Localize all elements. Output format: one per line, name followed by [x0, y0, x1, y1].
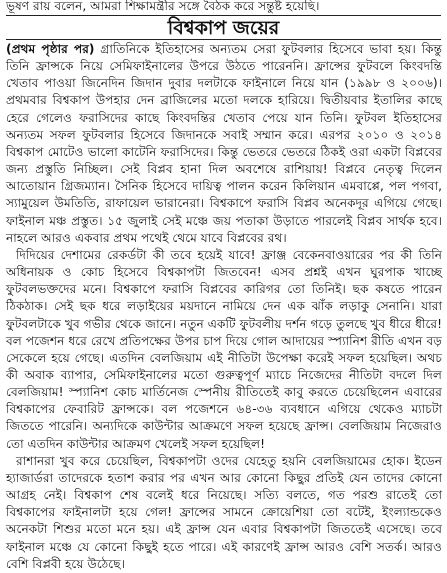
headline-bottom-rule — [6, 39, 441, 40]
paragraph-text: রাশানরা খুব করে চেয়েছিল, বিশ্বকাপটা ওদের যেহেতু হয়নি বেলজিয়ামের হোক। ইডেন হ্যাজার্ডরা তাদেরকে হতাশ করার পর এখন আর কোনো কিছুর প্রতিই যেন তাদের কোনো আগ্রহ নেই। বিশ্বকাপ শেষ বলেই ধরে নিয়েছে। সত্যি বলতে, গত পরশু রাতেই তো বিশ্বকাপের ফাইনালটা হয়ে গেল! ফ্রান্সের সামনে ক্রোয়েশিয়া তো বটেই, ইংল্যান্ডকেও অনেকটা শিশুর মতো মনে হয়। এই ফ্রান্স যেন এবার বিশ্বকাপটা জিততেই এসেছে। তবে ফাইনাল মঞ্চে যে কোনো কিছুই হতে পারে। এই কারণেই ফ্রান্স আরও বেশি সতর্ক। আরও বেশি বিপ্লবী হয়ে উঠেছে। — [6, 453, 442, 571]
article-headline: বিশ্বকাপ জয়ের — [167, 17, 280, 39]
continued-label: (প্রথম পৃষ্ঠার পর) — [6, 42, 95, 56]
paragraph-text: দিদিয়ের দেশামের রেকর্ডটা কী তবে হয়েই যাবে! ফ্রাঞ্জ বেকেনবাওয়ারের পর কী তিনি অধিনায়ক ও কোচ হিসেবে বিশ্বকাপটা জিতবেন! এসব প্রশ্নই এখন ঘুরপাক খাচ্ছে ফুটবলভক্তদের মনে। বিশ্বকাপে ফরাসি বিপ্লবের কারিগর তো তিনিই। ছক কষতে পারেন ঠিকঠাক। সেই ছক ধরে লড়াইয়ের ময়দানে নামিয়ে দেন এক ঝাঁক লড়াকু সেনানি। যারা ফুটবলটাকে খুব গভীর থেকে জানে। নতুন একটি ফুটবলীয় দর্শন গড়ে তুলছে খুব ধীরে ধীরে! বল পজেশন ধরে রেখে প্রতিপক্ষের উপর চাপ দিয়ে গোল আদায়ের স্প্যানিশ রীতি এখন বড় সেকেলে হয়ে গেছে। এতদিন বেলজিয়াম এই নীতিটা উপেক্ষা করেই সফল হয়েছিল। অথচ কী অবাক ব্যাপার, সেমিফাইনালের মতো গুরুত্বপূর্ণ ম্যাচে নিজেদের নীতিটা বদলে দিল বেলজিয়াম! স্প্যানিশ কোচ মার্তিনেজ স্পেনীয় রীতিতেই কাবু করতে চেয়েছিলেন এবারের বিশ্বকাপের ফেবারিট ফ্রান্সকে। বল পজেশনে ৬৪-৩৬ ব্যবধানে এগিয়ে থেকেও ম্যাচটা জিততে পারেনি। অন্যদিকে কাউন্টার আক্রমণে সফল হয়েছে ফ্রান্স। বেলজিয়াম নিজেরাও তো এতদিন কাউন্টার আক্রমণ খেলেই সফল হয়েছিল! — [6, 247, 442, 451]
article-body — [6, 41, 442, 573]
previous-article-fragment: ভূষণ রায় বলেন, আমরা শিক্ষামন্ত্রীর সঙ্গে বৈঠক করে সন্তুষ্ট হয়েছি। — [6, 0, 320, 13]
article-paragraph — [6, 453, 442, 573]
paragraph-text: গ্রাতিনিকে ইতিহাসের অন্যতম সেরা ফুটবলার হিসেবে ভাবা হয়। কিন্তু তিনি ফ্রান্সকে নিয়ে সেমিফাইনালের উপরে উঠতে পারেননি। ফ্রান্সের ফুটবলে কিংবদন্তি খেতাব পাওয়া জিনেদিন জিদান দুবার দলটাকে ফাইনালে নিয়ে যান (১৯৯৮ ও ২০০৬)। প্রথমবার বিশ্বকাপ উপহার দেন ব্রাজিলের মতো দলকে হারিয়ে। দ্বিতীয়বার ইতালির কাছে হেরে গেলেও ফরাসিদের কাছে কিংবদন্তির খেতাব পেয়ে যান তিনি। ফুটবল ইতিহাসের অন্যতম সফল ফুটবলার হিসেবে জিদানকে সবাই সম্মান করে। এরপর ২০১০ ও ২০১৪ বিশ্বকাপ মোটেও ভালো কাটেনি ফরাসিদের। কিন্তু ভেতরে ভেতরে ঠিকই ওরা একটা বিপ্লবের জন্য প্রস্তুতি নিচ্ছিল। সেই বিপ্লব হানা দিল অবশেষে রাশিয়ায়! বিপ্লবে নেতৃত্ব দিলেন আতোয়ান গ্রিজম্যান। সৈনিক হিসেবে দায়িত্ব পালন করেন কিলিয়ান এমবাপ্পে, পল পগবা, স্যামুয়েল উমতিতি, রাফায়েল ভারানেরা। বিশ্বকাপে ফরাসি বিপ্লব অনেকদূর এগিয়ে গেছে। ফাইনাল মঞ্চ প্রস্তুত। ১৫ জুলাই সেই মঞ্চে জয় পতাকা উড়াতে পারলেই বিপ্লব সার্থক হবে। নাহলে আরও একবার প্রথম পথেই থেমে যাবে বিপ্লবের রথ। — [6, 42, 443, 245]
article-paragraph — [6, 41, 442, 247]
article-paragraph — [6, 247, 442, 453]
